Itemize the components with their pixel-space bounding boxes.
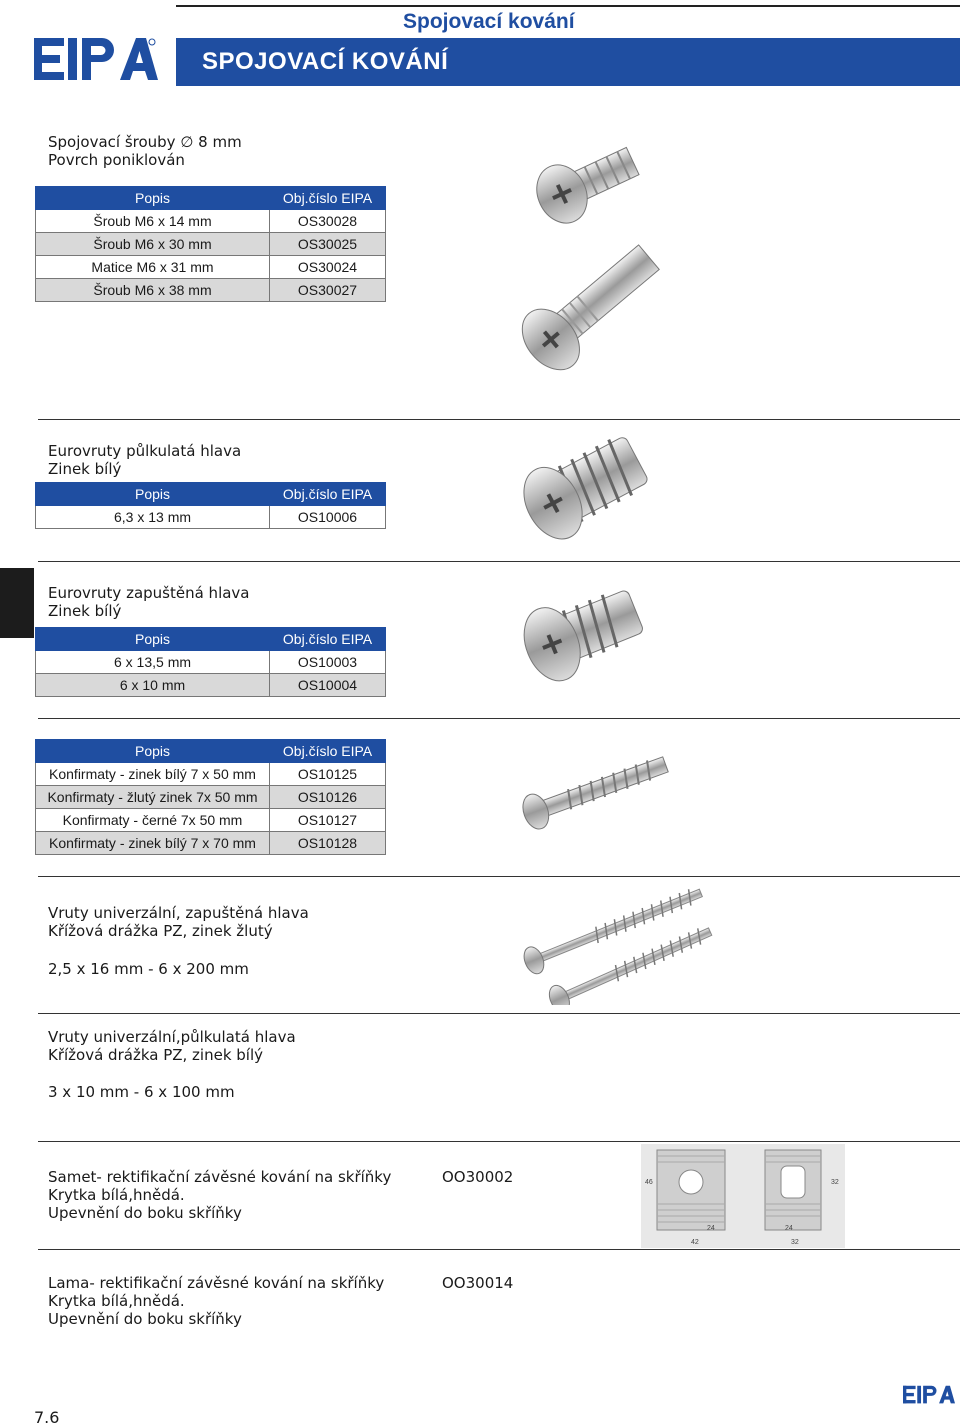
dim-h1: 46 (645, 1179, 653, 1186)
col-obj-cislo: Obj.číslo EIPA (270, 483, 386, 506)
euroscrew-sunk-image (505, 568, 655, 698)
table-row: Konfirmaty - zinek bílý 7 x 70 mm OS10128 (36, 832, 386, 855)
section-samet-heading: Samet- rektifikační závěsné kování na skříňky Krytka bílá,hnědá. Upevnění do boku skříňky (48, 1168, 392, 1222)
table-row: Šroub M6 x 14 mm OS30028 (36, 210, 386, 233)
section-univ-sunk-heading: Vruty univerzální, zapuštěná hlava Křížová drážka PZ, zinek žlutý (48, 904, 309, 940)
section-divider (38, 1249, 960, 1250)
confirmat-screw-image (510, 750, 680, 830)
col-popis: Popis (36, 740, 270, 763)
col-obj-cislo: Obj.číslo EIPA (270, 740, 386, 763)
section-screws8-heading: Spojovací šrouby ∅ 8 mm Povrch poniklován (48, 133, 242, 169)
table-row: Konfirmaty - černé 7x 50 mm OS10127 (36, 809, 386, 832)
section-lama-heading: Lama- rektifikační závěsné kování na skříňky Krytka bílá,hnědá. Upevnění do boku skříňky (48, 1274, 385, 1328)
eipa-logo (34, 36, 158, 84)
euro-round-table (35, 482, 386, 529)
table-row: Konfirmaty - zinek bílý 7 x 50 mm OS10125 (36, 763, 386, 786)
screws8-table (35, 186, 386, 302)
col-obj-cislo: Obj.číslo EIPA (270, 628, 386, 651)
section-divider (38, 1013, 960, 1014)
page-number: 7.6 (34, 1408, 60, 1426)
section-euro-sunk-heading: Eurovruty zapuštěná hlava Zinek bílý (48, 584, 250, 620)
univ-sunk-range: 2,5 x 16 mm - 6 x 200 mm (48, 960, 249, 978)
section-divider (38, 1141, 960, 1142)
table-row: Šroub M6 x 30 mm OS30025 (36, 233, 386, 256)
col-obj-cislo: Obj.číslo EIPA (270, 187, 386, 210)
header-rule (176, 5, 960, 7)
header-subtitle: Spojovací kování (403, 10, 575, 33)
confirmat-table (35, 739, 386, 855)
section-divider (38, 419, 960, 420)
table-row: Šroub M6 x 38 mm OS30027 (36, 279, 386, 302)
dim-w4: 32 (791, 1239, 799, 1246)
table-row: Matice M6 x 31 mm OS30024 (36, 256, 386, 279)
dim-w1: 24 (707, 1225, 715, 1232)
section-divider (38, 561, 960, 562)
section-divider (38, 876, 960, 877)
section-divider (38, 718, 960, 719)
section-univ-round-heading: Vruty univerzální,půlkulatá hlava Křížová drážka PZ, zinek bílý (48, 1028, 296, 1064)
col-popis: Popis (36, 628, 270, 651)
euro-sunk-table (35, 627, 386, 697)
eipa-logo-footer (903, 1384, 955, 1406)
dim-w3: 42 (691, 1239, 699, 1246)
side-tab-marker (0, 568, 34, 638)
header-title: SPOJOVACÍ KOVÁNÍ (202, 48, 449, 75)
table-row: 6,3 x 13 mm OS10006 (36, 506, 386, 529)
connector-bolts-image (490, 135, 670, 385)
section-euro-round-heading: Eurovruty půlkulatá hlava Zinek bílý (48, 442, 242, 478)
dim-w2: 24 (785, 1225, 793, 1232)
lama-code: OO30014 (442, 1274, 514, 1292)
samet-code: OO30002 (442, 1168, 514, 1186)
col-popis: Popis (36, 483, 270, 506)
col-popis: Popis (36, 187, 270, 210)
univ-round-range: 3 x 10 mm - 6 x 100 mm (48, 1083, 235, 1101)
dim-h2: 32 (831, 1179, 839, 1186)
table-row: 6 x 10 mm OS10004 (36, 674, 386, 697)
euroscrew-round-image (505, 425, 655, 555)
table-row: 6 x 13,5 mm OS10003 (36, 651, 386, 674)
samet-hanger-drawing (641, 1144, 845, 1248)
universal-screws-image (510, 880, 725, 1005)
table-row: Konfirmaty - žlutý zinek 7x 50 mm OS10126 (36, 786, 386, 809)
